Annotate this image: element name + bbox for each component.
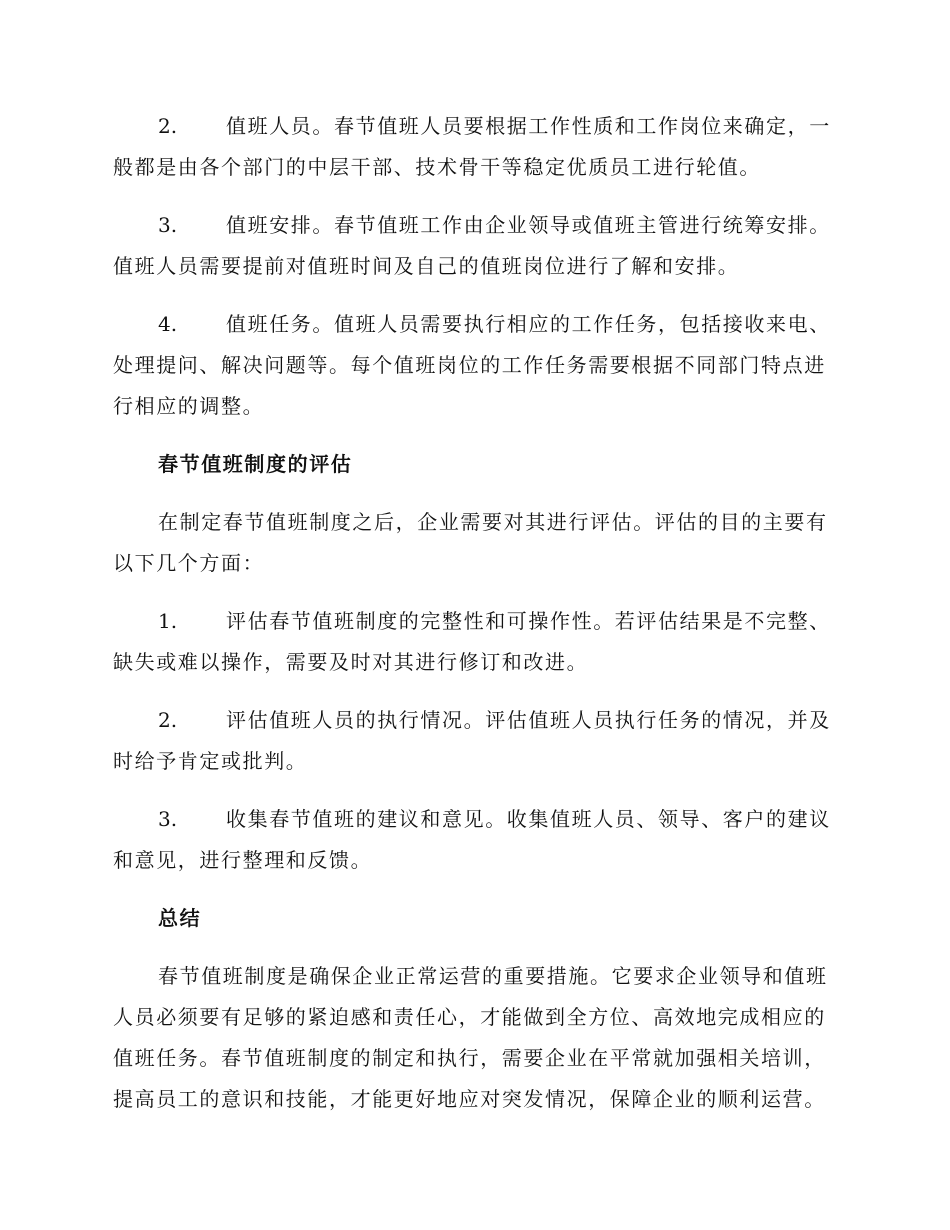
list-text: 值班任务。值班人员需要执行相应的工作任务，包括接收来电、处理提问、解决问题等。每个值班岗位的工作任务需要根据不同部门特点进行相应的调整。 bbox=[113, 312, 831, 418]
list-text: 评估春节值班制度的完整性和可操作性。若评估结果是不完整、缺失或难以操作，需要及时对其进行修订和改进。 bbox=[113, 609, 831, 674]
list-number: 1. bbox=[158, 609, 178, 633]
list-text: 收集春节值班的建议和意见。收集值班人员、领导、客户的建议和意见，进行整理和反馈。 bbox=[113, 807, 831, 872]
list-text: 值班人员。春节值班人员要根据工作性质和工作岗位来确定，一般都是由各个部门的中层干部、技术骨干等稳定优质员工进行轮值。 bbox=[113, 114, 831, 179]
list-item bbox=[113, 304, 833, 427]
section-heading-summary: 总结 bbox=[158, 906, 202, 930]
list-item bbox=[113, 799, 833, 881]
list-number: 4. bbox=[158, 312, 178, 336]
list-text: 值班安排。春节值班工作由企业领导或值班主管进行统筹安排。值班人员需要提前对值班时间及自己的值班岗位进行了解和安排。 bbox=[113, 213, 831, 278]
list-number: 2. bbox=[158, 708, 178, 732]
list-item bbox=[113, 700, 833, 782]
list-text: 评估值班人员的执行情况。评估值班人员执行任务的情况，并及时给予肯定或批判。 bbox=[113, 708, 831, 773]
list-number: 3. bbox=[158, 213, 178, 237]
list-item bbox=[113, 205, 833, 287]
evaluation-intro-paragraph: 在制定春节值班制度之后，企业需要对其进行评估。评估的目的主要有以下几个方面： bbox=[113, 510, 828, 575]
list-item bbox=[113, 601, 833, 683]
list-number: 2. bbox=[158, 114, 178, 138]
list-item bbox=[113, 106, 833, 188]
list-number: 3. bbox=[158, 807, 178, 831]
summary-paragraph: 春节值班制度是确保企业正常运营的重要措施。它要求企业领导和值班人员必须要有足够的紧迫感和责任心，才能做到全方位、高效地完成相应的值班任务。春节值班制度的制定和执行，需要企业在平常就加强相关培训，提高员工的意识和技能，才能更好地应对突发情况，保障企业的顺利运营。 bbox=[113, 964, 828, 1111]
document-body bbox=[113, 106, 833, 1137]
section-heading-evaluation: 春节值班制度的评估 bbox=[158, 452, 353, 476]
